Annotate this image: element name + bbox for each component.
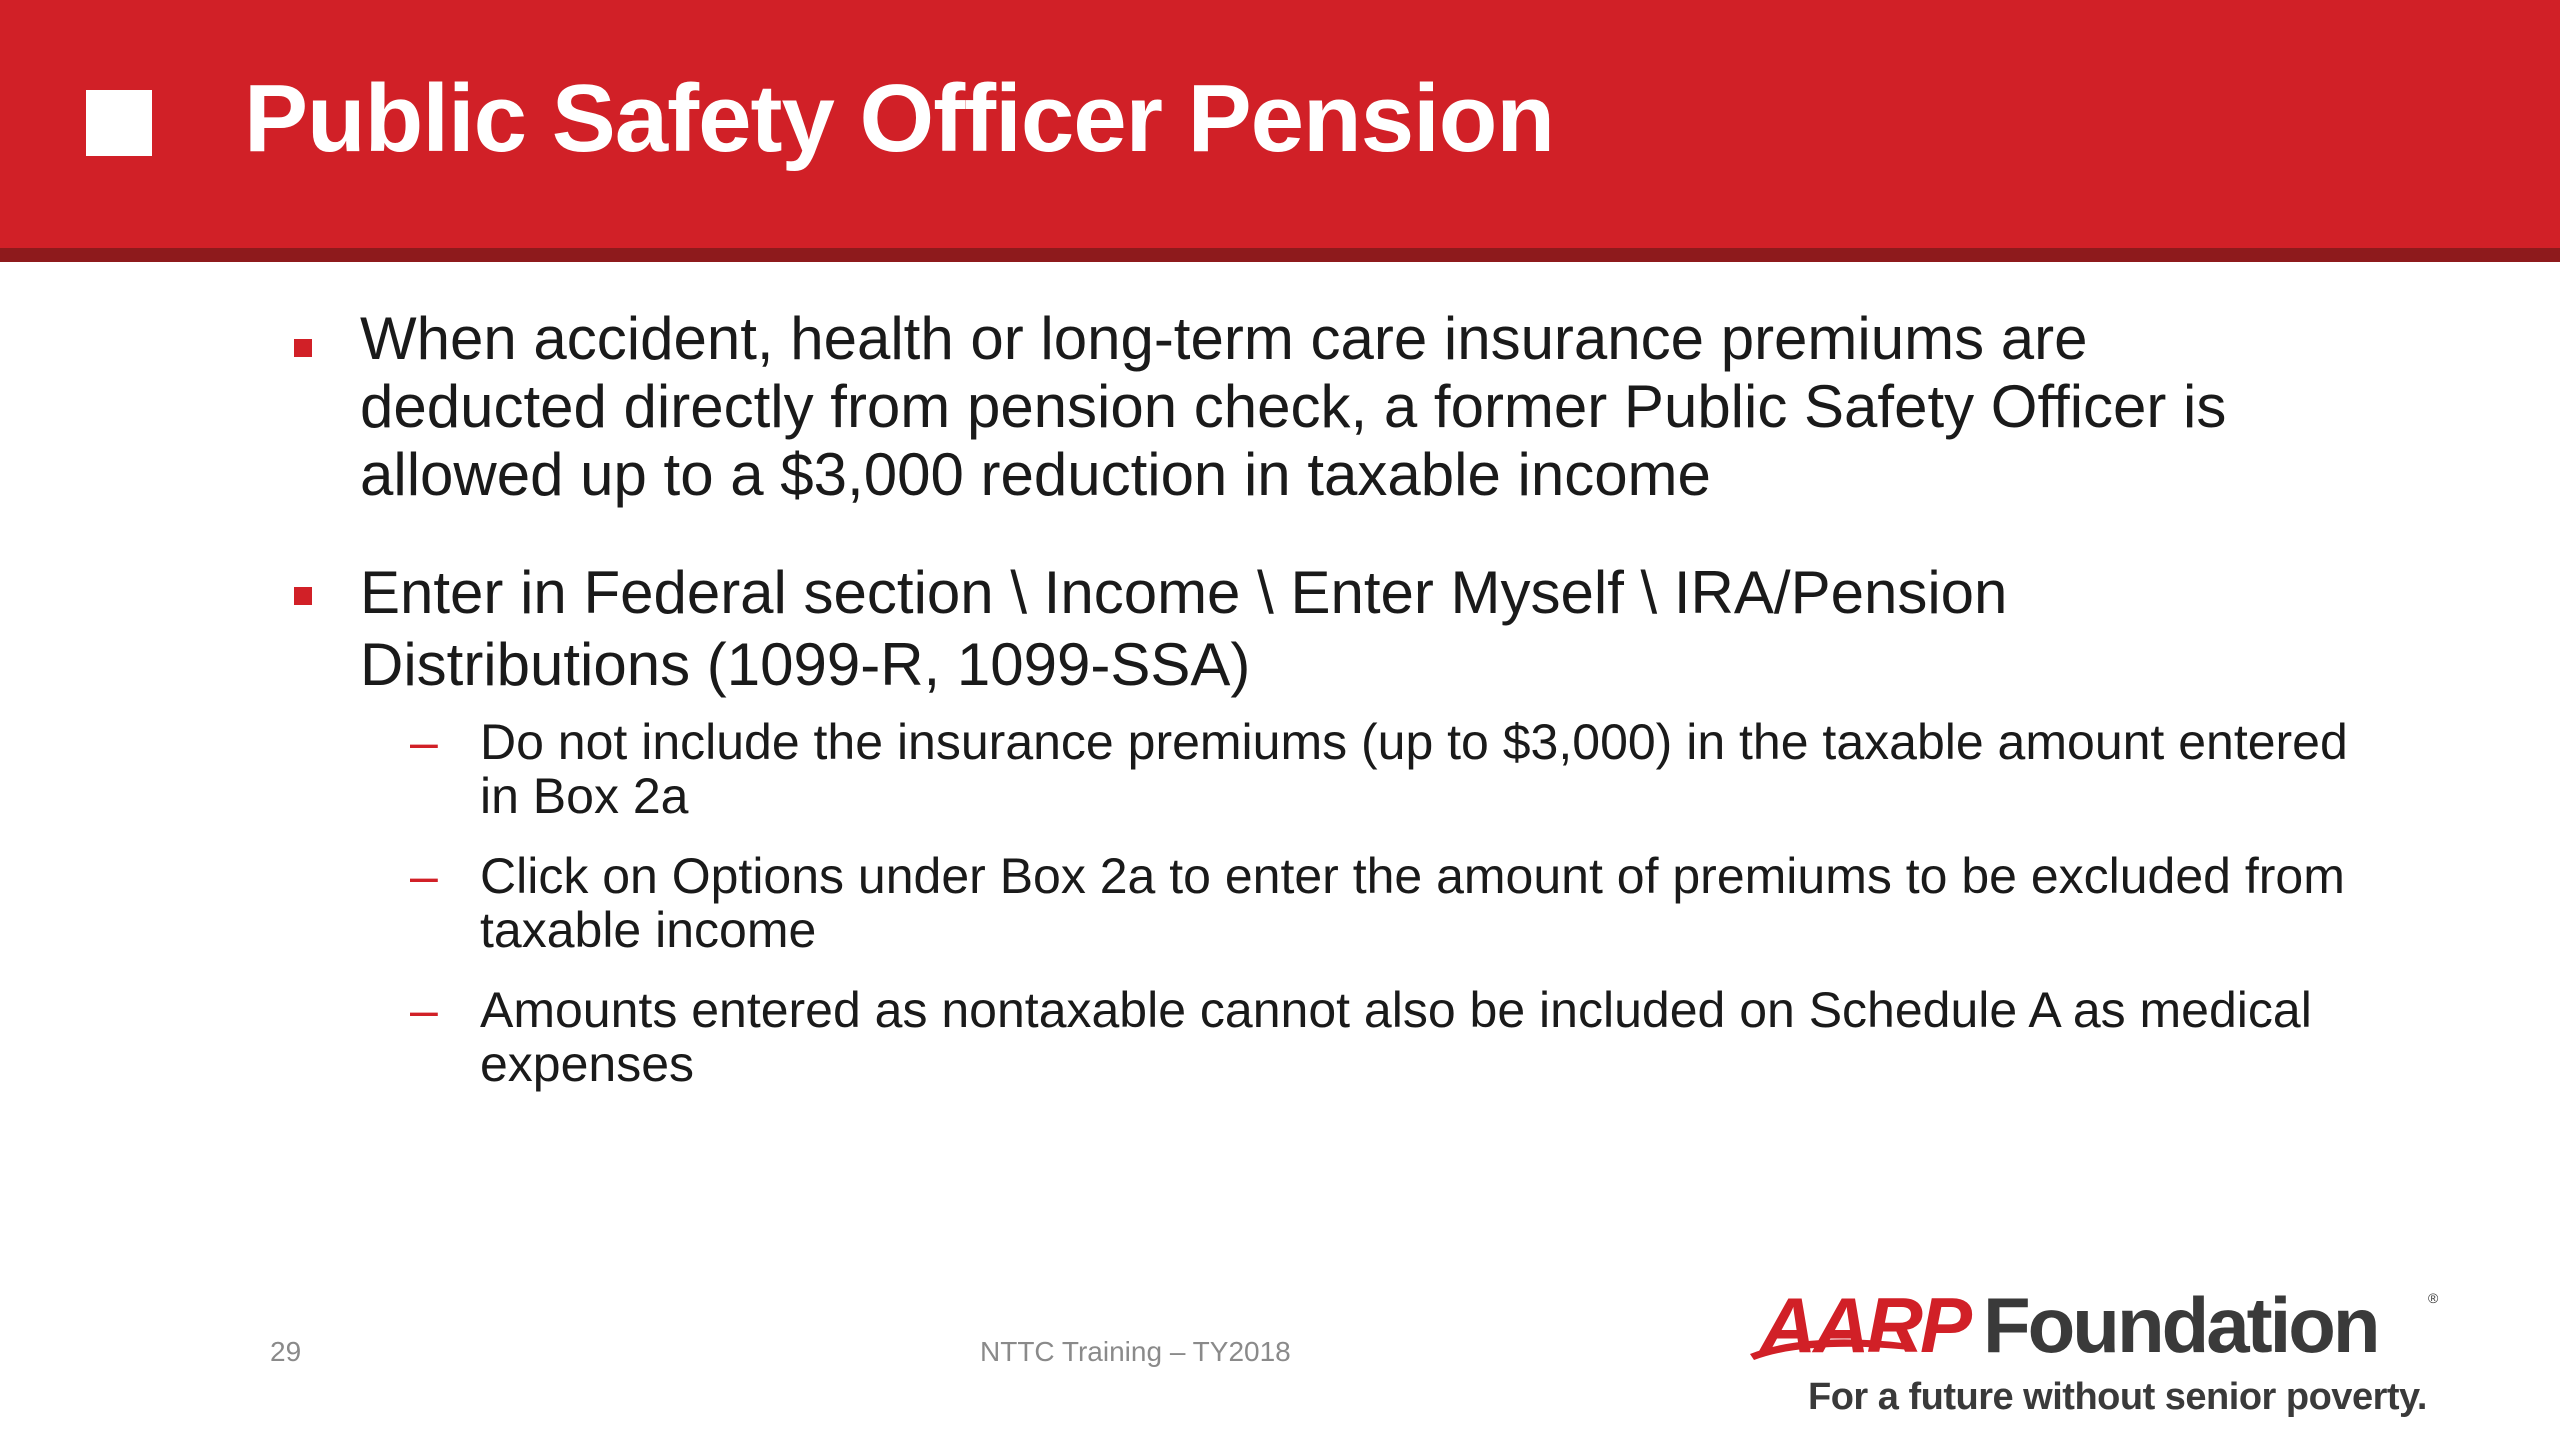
square-bullet-icon [294,339,312,357]
page-number: 29 [270,1336,302,1367]
registered-mark: ® [2428,1290,2439,1306]
bullet-enter-location [290,557,2350,701]
bullet-premium-reduction [290,305,2350,509]
title-underline [0,248,2560,262]
sub-bullet-options [410,849,2350,957]
bullet-text: Enter in Federal section \ Income \ Enter Myself \ IRA/Pension Distributions (1099-R, 1099-SSA) [360,559,2008,698]
sub-bullet-schedule-a [410,983,2350,1091]
aarp-foundation-logo [1760,1280,2440,1430]
logo-tagline: For a future without senior poverty. [1808,1376,2427,1418]
logo-wordmark [1760,1280,2378,1370]
dash-bullet-icon: – [410,848,438,904]
logo-name: Foundation [1983,1281,2378,1369]
sub-bullet-text: Click on Options under Box 2a to enter the amount of premiums to be excluded from taxable income [480,848,2345,958]
slide-content [290,305,2350,1117]
dash-bullet-icon: – [410,982,438,1038]
logo-brand: AARP [1760,1281,1970,1369]
sub-bullet-text: Amounts entered as nontaxable cannot also be included on Schedule A as medical expenses [480,982,2312,1092]
sub-bullet-text: Do not include the insurance premiums (up to $3,000) in the taxable amount entered in Box 2a [480,714,2348,824]
footer-training-label: NTTC Training – TY2018 [980,1336,1291,1367]
bullet-text: When accident, health or long-term care insurance premiums are deducted directly from pension check, a former Public Safety Officer is allowed up to a $3,000 reduction in taxable income [360,305,2227,508]
sub-bullet-list [410,715,2350,1091]
square-bullet-icon [294,587,312,605]
sub-bullet-box-2a [410,715,2350,823]
slide-title: Public Safety Officer Pension [244,65,1555,172]
dash-bullet-icon: – [410,714,438,770]
square-bullet-icon [86,90,152,156]
